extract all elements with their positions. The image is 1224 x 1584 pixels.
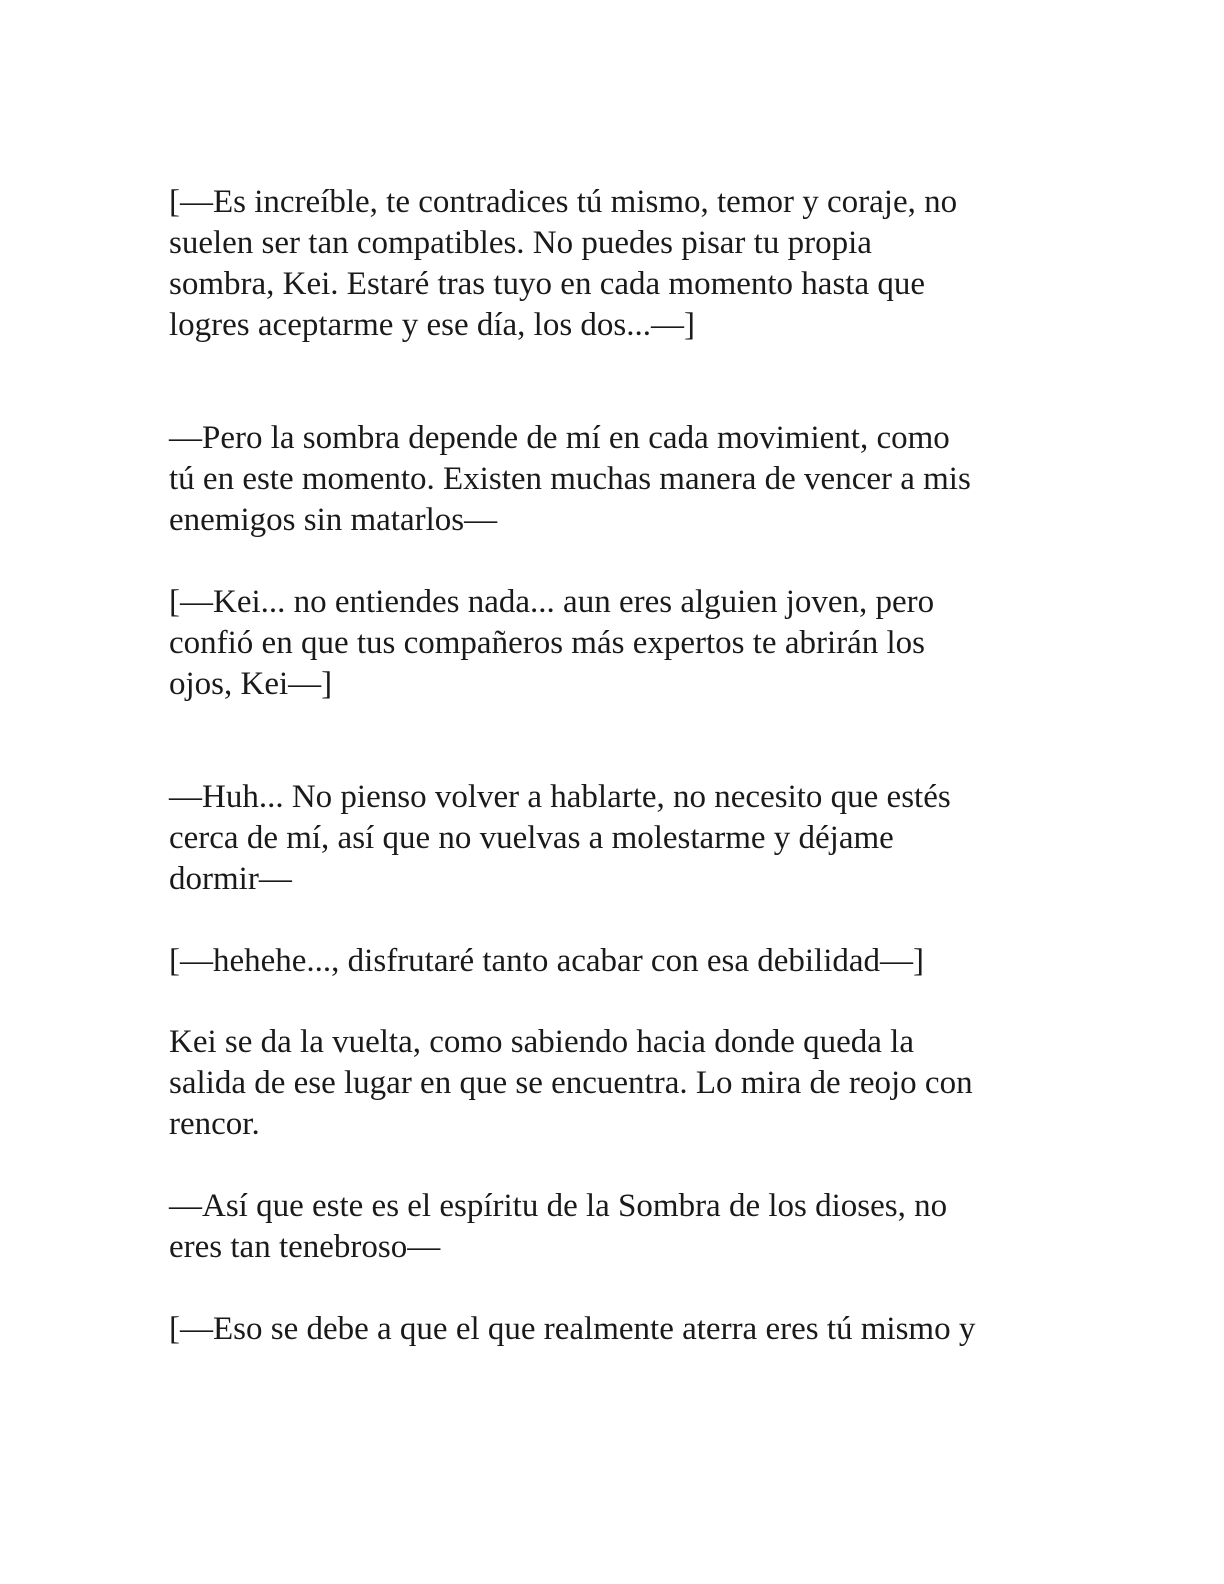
- text-line: [—Es increíble, te contradices tú mismo, temor y coraje, no: [169, 184, 958, 220]
- text-line: —Pero la sombra depende de mí en cada movimient, como: [169, 420, 950, 456]
- text-line: salida de ese lugar en que se encuentra. Lo mira de reojo con: [169, 1065, 973, 1101]
- text-line: eres tan tenebroso—: [169, 1229, 441, 1265]
- text-line: confió en que tus compañeros más expertos te abrirán los: [169, 625, 926, 661]
- text-line: —Así que este es el espíritu de la Sombra de los dioses, no: [169, 1188, 948, 1224]
- text-line: suelen ser tan compatibles. No puedes pisar tu propia: [169, 225, 872, 261]
- text-line: Kei se da la vuelta, como sabiendo hacia donde queda la: [169, 1024, 914, 1060]
- text-line: cerca de mí, así que no vuelvas a molestarme y déjame: [169, 820, 894, 856]
- text-line: dormir—: [169, 861, 292, 897]
- text-line: logres aceptarme y ese día, los dos...—]: [169, 307, 696, 343]
- text-line: —Huh... No pienso volver a hablarte, no necesito que estés: [169, 779, 951, 815]
- text-line: enemigos sin matarlos—: [169, 502, 498, 538]
- text-line: sombra, Kei. Estaré tras tuyo en cada momento hasta que: [169, 266, 926, 302]
- text-line: rencor.: [169, 1106, 260, 1142]
- text-line: tú en este momento. Existen muchas manera de vencer a mis: [169, 461, 971, 497]
- text-line: ojos, Kei—]: [169, 666, 333, 702]
- text-line: [—Kei... no entiendes nada... aun eres alguien joven, pero: [169, 584, 935, 620]
- text-line: [—hehehe..., disfrutaré tanto acabar con esa debilidad—]: [169, 943, 925, 979]
- text-line: [—Eso se debe a que el que realmente aterra eres tú mismo y: [169, 1311, 976, 1347]
